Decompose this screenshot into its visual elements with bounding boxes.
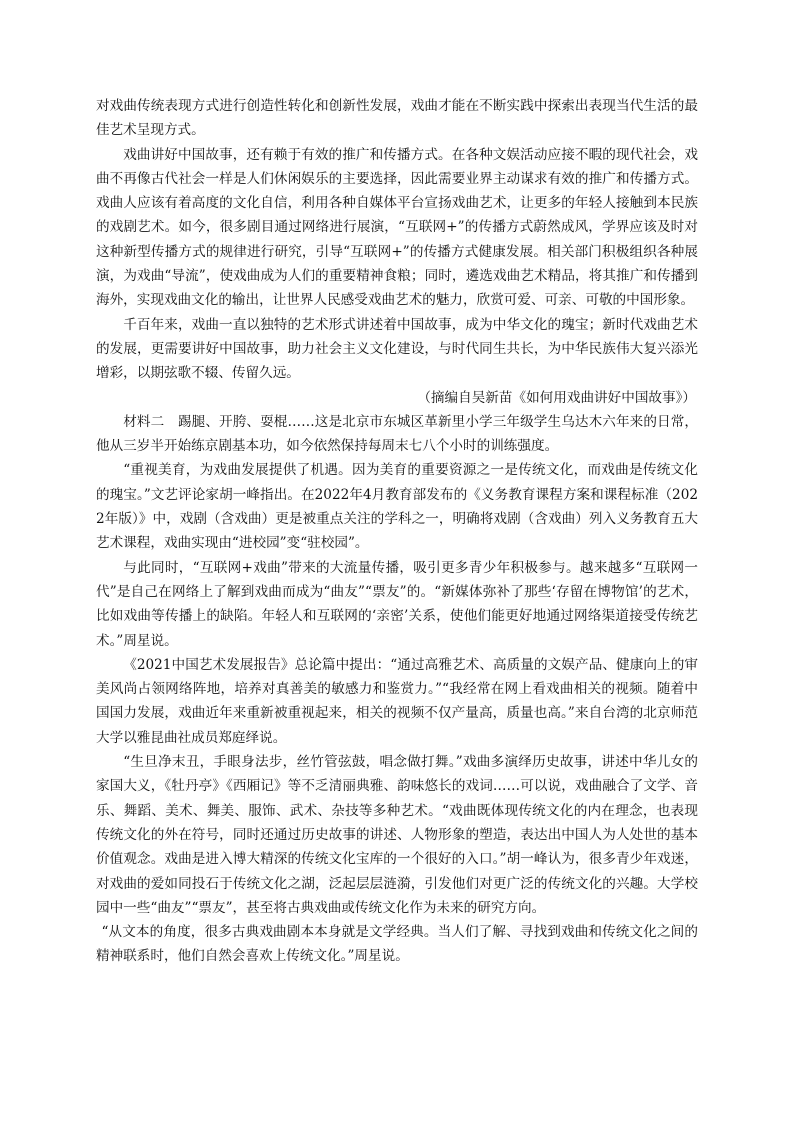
paragraph-conclusion: 千百年来，戏曲一直以独特的艺术形式讲述着中国故事，成为中华文化的瑰宝；新时代戏曲艺术的发展，更需要讲好中国故事，助力社会主义文化建设，与时代同生共长，为中华民族伟大复兴添光增彩，以期弦歌不辍、传留久远。	[96, 316, 698, 382]
paragraph-material-two: 材料二 踢腿、开胯、耍棍……这是北京市东城区革新里小学三年级学生乌达木六年来的日常，他从三岁半开始练京剧基本功，如今依然保持每周末七八个小时的训练强度。	[96, 413, 698, 455]
paragraph-opera-arts: “生旦净末丑，手眼身法步，丝竹管弦鼓，唱念做打舞。”戏曲多演绎历史故事，讲述中华儿女的家国大义，《牡丹亭》《西厢记》等不乏清丽典雅、韵味悠长的戏词……可以说，戏曲融合了文学、音乐、舞蹈、美术、舞美、服饰、武术、杂技等多种艺术。“戏曲既体现传统文化的内在理念，也表现传统文化的外在符号，同时还通过历史故事的讲述、人物形象的塑造，表达出中国人为人处世的基本价值观念。戏曲是进入博大精深的传统文化宝库的一个很好的入口。”胡一峰认为，很多青少年戏迷，对戏曲的爱如同投石于传统文化之湖，泛起层层涟漪，引发他们对更广泛的传统文化的兴趣。大学校园中一些“曲友”“票友”，甚至将古典戏曲或传统文化作为未来的研究方向。	[96, 754, 698, 916]
paragraph-report-2021: 《2021中国艺术发展报告》总论篇中提出：“通过高雅艺术、高质量的文娱产品、健康向上的审美风尚占领网络阵地，培养对真善美的敏感力和鉴赏力。”“我经常在网上看戏曲相关的视频。随着中国国力发展，戏曲近年来重新被重视起来，相关的视频不仅产量高，质量也高。”来自台湾的北京师范大学以雅昆曲社成员郑庭绎说。	[96, 656, 698, 746]
paragraph-closing-quote: “从文本的角度，很多古典戏曲剧本本身就是文学经典。当人们了解、寻找到戏曲和传统文化之间的精神联系时，他们自然会喜欢上传统文化。”周星说。	[96, 924, 698, 965]
paragraph-aesthetic-education: “重视美育，为戏曲发展提供了机遇。因为美育的重要资源之一是传统文化，而戏曲是传统文化的瑰宝。”文艺评论家胡一峰指出。在2022年4月教育部发布的《义务教育课程方案和课程标准（2022年版）》中，戏剧（含戏曲）更是被重点关注的学科之一，明确将戏剧（含戏曲）列入义务教育五大艺术课程，戏曲实现由“进校园”变“驻校园”。	[96, 462, 698, 552]
paragraph-promotion: 戏曲讲好中国故事，还有赖于有效的推广和传播方式。在各种文娱活动应接不暇的现代社会，戏曲不再像古代社会一样是人们休闲娱乐的主要选择，因此需要业界主动谋求有效的推广和传播方式。戏曲人应该有着高度的文化自信，利用各种自媒体平台宣扬戏曲艺术，让更多的年轻人接触到本民族的戏剧艺术。如今，很多剧目通过网络进行展演，“互联网+”的传播方式蔚然成风，学界应该及时对这种新型传播方式的规律进行研究，引导“互联网+”的传播方式健康发展。相关部门积极组织各种展演，为戏曲“导流”，使戏曲成为人们的重要精神食粮；同时，遴选戏曲艺术精品，将其推广和传播到海外，实现戏曲文化的输出，让世界人民感受戏曲艺术的魅力，欣赏可爱、可亲、可敬的中国形象。	[96, 146, 698, 309]
paragraph-internet-opera: 与此同时，“互联网+戏曲”带来的大流量传播，吸引更多青少年积极参与。越来越多“互联网一代”是自己在网络上了解到戏曲而成为“曲友”“票友”的。“新媒体弥补了那些‘存留在博物馆’的艺术，比如戏曲等传播上的缺陷。年轻人和互联网的‘亲密’关系，使他们能更好地通过网络渠道接受传统艺术。”周星说。	[96, 559, 698, 649]
paragraph-continued: 对戏曲传统表现方式进行创造性转化和创新性发展，戏曲才能在不断实践中探索出表现当代生活的最佳艺术呈现方式。	[96, 98, 698, 139]
document-page	[96, 94, 698, 969]
source-citation: （摘编自吴新苗《如何用戏曲讲好中国故事》）	[417, 389, 696, 406]
